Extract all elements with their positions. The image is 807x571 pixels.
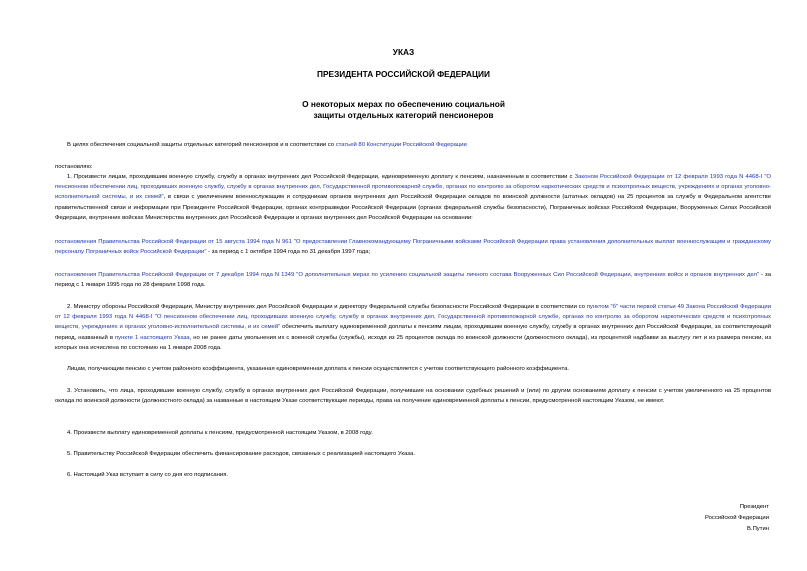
decree-1349-link[interactable]: постановления Правительства Российской Федерации от 7 декабря 1994 года N 1349 "О дополнительных мерах по усилению социальной защиты личного состава Вооруженных Сил Российской Федерации, внутренних войск и органов внутренних дел" (55, 272, 760, 278)
pension-law-link[interactable]: Законом Российской Федерации от 12 февраля 1993 года N 4468-I "О пенсионном обеспечении лиц, проходивших военную службу, службу в органах внутренних дел, Государственной противопожарной службе, органах по контролю за оборотом наркотических средств и психотропных веществ, учреждениях и органах уголовно-исполнительной системы, и их семей" (55, 174, 771, 201)
paragraph-4: 4. Произвести выплату единовременной доплаты к пенсиям, предусмотренной настоящим Указом, в 2008 году. (67, 430, 373, 436)
signature-country: Российской Федерации (704, 515, 769, 521)
paragraph-1 (55, 172, 771, 223)
p1-text-b: , в связи с увеличением военнослужащим и сотрудникам органов внутренних дел Российской Федерации окладов по воинской должности (штатных окладов) на 25 процентов за службу в Федеральном агентстве правительственной связи и информации при Президенте Российской Федерации, органах контрразведки Российской Федерации (органах федеральной службы безопасности), Пограничных войсках Российской Федерации, Вооруженных Силах Российской Федерации, внутренних войсках Министерства внутренних дел Российской Федерации и органах внутренних дел Российской Федерации на основании: (55, 194, 771, 221)
p1b-text: - за период с 1 января 1995 года по 28 февраля 1998 года. (55, 272, 771, 289)
signature-name: В.Путин (747, 526, 769, 532)
paragraph-5: 5. Правительству Российской Федерации обеспечить финансирование расходов, связанных с реализацией настоящего Указа. (67, 451, 415, 457)
document-title-line2: защиты отдельных категорий пенсионеров (313, 110, 494, 120)
signature-block (705, 502, 769, 535)
paragraph-1b (55, 270, 771, 290)
intro-text: В целях обеспечения социальной защиты отдельных категорий пенсионеров и в соответствии со (67, 142, 336, 148)
p1a-text: - за период с 1 октября 1994 года по 31 декабря 1997 года; (206, 249, 371, 256)
p2-text-b: обеспечить выплату единовременной доплаты к пенсиям лицам, проходившим военную службу, службу в органах внутренних дел Российской Федерации, за соответствующий период, названный в (55, 324, 771, 341)
paragraph-2 (55, 302, 771, 353)
document-title-line1: О некоторых мерах по обеспечению социальной (302, 99, 505, 109)
paragraph-3: 3. Установить, что лица, проходившие военную службу, службу в органах внутренних дел Российской Федерации, получившие на основании судебных решений и (или) по другим основаниям доплату к пенсии с учетом увеличенного на 25 процентов оклада по воинской должности (должностного оклада) за названные в настоящем Указе соответствующие периоды, права на получение единовременной доплаты к пенсии, предусмотренной настоящим Указом, не имеют. (55, 388, 771, 405)
constitution-link[interactable]: статьей 80 Конституции Российской Федерации (335, 142, 467, 148)
issuer-title: ПРЕЗИДЕНТА РОССИЙСКОЙ ФЕДЕРАЦИИ (317, 69, 490, 79)
intro-paragraph (55, 140, 771, 150)
document-type: УКАЗ (392, 47, 415, 57)
p2-text-a: 2. Министру обороны Российской Федерации, Министру внутренних дел Российской Федерации и директору Федеральной службы безопасности Российской Федерации в соответствии со (67, 304, 587, 310)
postanovlyayu-line: постановляю: (55, 164, 93, 170)
signature-position: Президент (739, 504, 769, 510)
point-1-link[interactable]: пункте 1 настоящего Указа (114, 334, 190, 341)
paragraph-2b: Лицам, получающим пенсию с учетом районного коэффициента, указанная единовременная доплата к пенсии осуществляется с учетом соответствующего районного коэффициента. (67, 366, 570, 372)
decree-961-link[interactable]: постановления Правительства Российской Федерации от 15 августа 1994 года N 961 "О предоставлении Главнокомандующему Пограничными войсками Российской Федерации права установления дополнительных выплат военнослужащим и гражданскому персоналу Пограничных войск Российской Федерации" (55, 239, 771, 256)
paragraph-6: 6. Настоящий Указ вступает в силу со дня его подписания. (67, 472, 229, 478)
paragraph-1a (55, 237, 771, 257)
p2-text-c: , но не ранее даты увольнения их с военной службы (службы), исходя из 25 процентов оклада по воинской должности (должностного оклада), из процентной надбавки за выслугу лет и из размера пенсии, из которых она исчислена по состоянию на 1 января 2008 года. (55, 334, 772, 351)
p1-text-a: 1. Произвести лицам, проходившим военную службу, службу в органах внутренних дел Российской Федерации, единовременную доплату к пенсиям, назначенным в соответствии с (67, 174, 575, 180)
article-49-link[interactable]: пунктом "б" части первой статьи 49 Закона Российской Федерации от 12 февраля 1993 года N 4468-I "О пенсионном обеспечении лиц, проходивших военную службу, службу в органах внутренних дел, Государственной противопожарной службе, органах по контролю за оборотом наркотических средств и психотропных веществ, учреждениях и органах уголовно-исполнительной системы, и их семей" (55, 304, 771, 331)
